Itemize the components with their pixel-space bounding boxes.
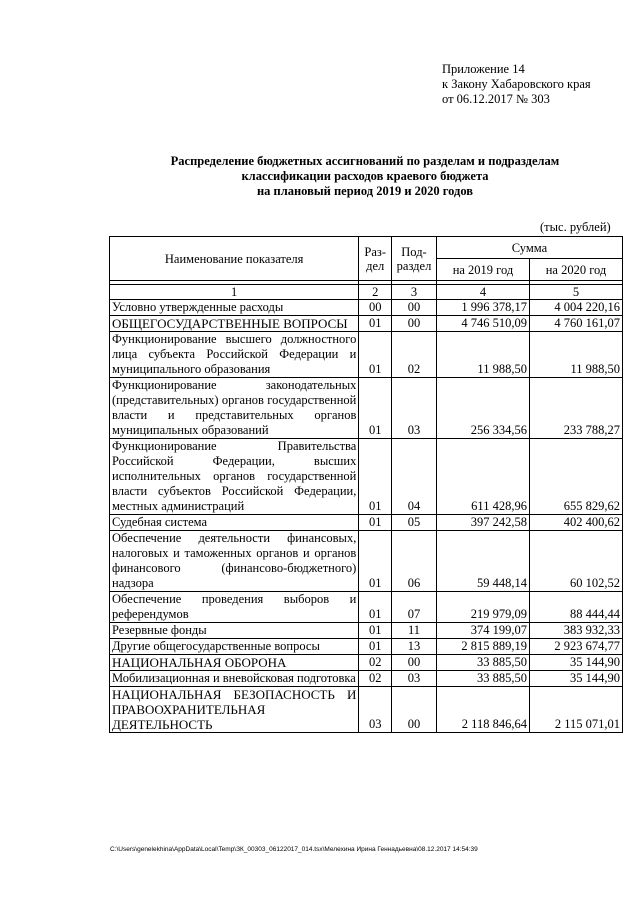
row-amount-2020: 2 923 674,77 [529, 639, 622, 655]
row-name: Судебная система [110, 515, 359, 531]
row-amount-2020: 35 144,90 [529, 671, 622, 687]
row-amount-2019: 219 979,09 [436, 592, 529, 623]
row-amount-2020: 88 444,44 [529, 592, 622, 623]
title-line-3: на плановый период 2019 и 2020 годов [256, 184, 474, 198]
row-amount-2020: 383 932,33 [529, 623, 622, 639]
row-amount-2019: 4 746 510,09 [436, 316, 529, 332]
row-amount-2019: 397 242,58 [436, 515, 529, 531]
table-row [110, 623, 623, 639]
column-number: 3 [392, 285, 437, 300]
row-subsection: 04 [392, 439, 437, 515]
units-label: (тыс. рублей) [540, 220, 611, 234]
row-amount-2019: 256 334,56 [436, 378, 529, 439]
appendix-line-3: от 06.12.2017 № 303 [442, 92, 550, 106]
row-subsection: 05 [392, 515, 437, 531]
row-section: 01 [359, 316, 392, 332]
row-subsection: 11 [392, 623, 437, 639]
row-name: Функционирование высшего должностного лица субъекта Российской Федерации и муниципального образования [110, 332, 359, 378]
table-row [110, 639, 623, 655]
row-amount-2019: 2 118 846,64 [436, 687, 529, 733]
table-row [110, 655, 623, 671]
row-section: 01 [359, 623, 392, 639]
row-section: 01 [359, 592, 392, 623]
column-number: 1 [110, 285, 359, 300]
table-row [110, 316, 623, 332]
appendix-block [442, 62, 591, 107]
header-section: Раз- дел [359, 237, 392, 281]
row-amount-2020: 233 788,27 [529, 378, 622, 439]
file-path-footer: C:\Users\genelekhina\AppData\Local\Temp\ЗК_00303_06122017_014.tsx\Мелехина Ирина Геннадьевна\08.12.2017 14:54:39 [110, 846, 478, 853]
column-number: 5 [529, 285, 622, 300]
title-line-2: классификации расходов краевого бюджета [241, 169, 489, 183]
row-amount-2020: 4 004 220,16 [529, 300, 622, 316]
row-amount-2019: 59 448,14 [436, 531, 529, 592]
row-amount-2020: 35 144,90 [529, 655, 622, 671]
document-title [100, 154, 630, 199]
row-name: НАЦИОНАЛЬНАЯ ОБОРОНА [110, 655, 359, 671]
row-subsection: 00 [392, 655, 437, 671]
row-name: Мобилизационная и вневойсковая подготовка [110, 671, 359, 687]
header-2020: на 2020 год [529, 259, 622, 281]
row-amount-2020: 402 400,62 [529, 515, 622, 531]
row-subsection: 03 [392, 378, 437, 439]
header-2019: на 2019 год [436, 259, 529, 281]
row-name: Функционирование Правительства Российской Федерации, высших исполнительных органов государственной власти субъектов Российской Федерации, местных администраций [110, 439, 359, 515]
column-number: 4 [436, 285, 529, 300]
row-amount-2019: 33 885,50 [436, 671, 529, 687]
table-row [110, 531, 623, 592]
row-section: 01 [359, 515, 392, 531]
table-row [110, 378, 623, 439]
row-amount-2020: 655 829,62 [529, 439, 622, 515]
row-amount-2019: 33 885,50 [436, 655, 529, 671]
row-subsection: 13 [392, 639, 437, 655]
table-row [110, 439, 623, 515]
appendix-line-2: к Закону Хабаровского края [442, 77, 591, 91]
table-row [110, 592, 623, 623]
row-name: НАЦИОНАЛЬНАЯ БЕЗОПАСНОСТЬ И ПРАВООХРАНИТЕЛЬНАЯ ДЕЯТЕЛЬНОСТЬ [110, 687, 359, 733]
row-name: Функционирование законодательных (представительных) органов государственной власти и представительных органов муниципальных образований [110, 378, 359, 439]
row-amount-2019: 1 996 378,17 [436, 300, 529, 316]
header-sum: Сумма [436, 237, 622, 259]
row-subsection: 03 [392, 671, 437, 687]
row-section: 02 [359, 671, 392, 687]
table-row [110, 515, 623, 531]
title-line-1: Распределение бюджетных ассигнований по разделам и подразделам [170, 154, 560, 168]
row-name: Другие общегосударственные вопросы [110, 639, 359, 655]
row-subsection: 00 [392, 300, 437, 316]
row-section: 01 [359, 639, 392, 655]
column-number: 2 [359, 285, 392, 300]
row-amount-2019: 2 815 889,19 [436, 639, 529, 655]
row-subsection: 07 [392, 592, 437, 623]
row-amount-2019: 11 988,50 [436, 332, 529, 378]
row-amount-2019: 611 428,96 [436, 439, 529, 515]
row-subsection: 02 [392, 332, 437, 378]
row-name: ОБЩЕГОСУДАРСТВЕННЫЕ ВОПРОСЫ [110, 316, 359, 332]
table-row [110, 671, 623, 687]
row-name: Обеспечение проведения выборов и референдумов [110, 592, 359, 623]
row-amount-2020: 4 760 161,07 [529, 316, 622, 332]
row-section: 01 [359, 531, 392, 592]
row-amount-2020: 2 115 071,01 [529, 687, 622, 733]
header-name: Наименование показателя [110, 237, 359, 281]
row-section: 00 [359, 300, 392, 316]
row-amount-2019: 374 199,07 [436, 623, 529, 639]
row-subsection: 00 [392, 687, 437, 733]
table-row [110, 300, 623, 316]
row-amount-2020: 11 988,50 [529, 332, 622, 378]
table-row [110, 687, 623, 733]
table-row [110, 332, 623, 378]
budget-table [109, 236, 623, 733]
row-subsection: 00 [392, 316, 437, 332]
row-section: 01 [359, 378, 392, 439]
row-section: 01 [359, 439, 392, 515]
column-number-row [110, 285, 623, 300]
row-amount-2020: 60 102,52 [529, 531, 622, 592]
row-section: 03 [359, 687, 392, 733]
row-name: Условно утвержденные расходы [110, 300, 359, 316]
row-name: Резервные фонды [110, 623, 359, 639]
appendix-line-1: Приложение 14 [442, 62, 525, 76]
row-name: Обеспечение деятельности финансовых, налоговых и таможенных органов и органов финансового (финансово-бюджетного) надзора [110, 531, 359, 592]
row-section: 02 [359, 655, 392, 671]
row-subsection: 06 [392, 531, 437, 592]
row-section: 01 [359, 332, 392, 378]
header-subsection: Под- раздел [392, 237, 437, 281]
